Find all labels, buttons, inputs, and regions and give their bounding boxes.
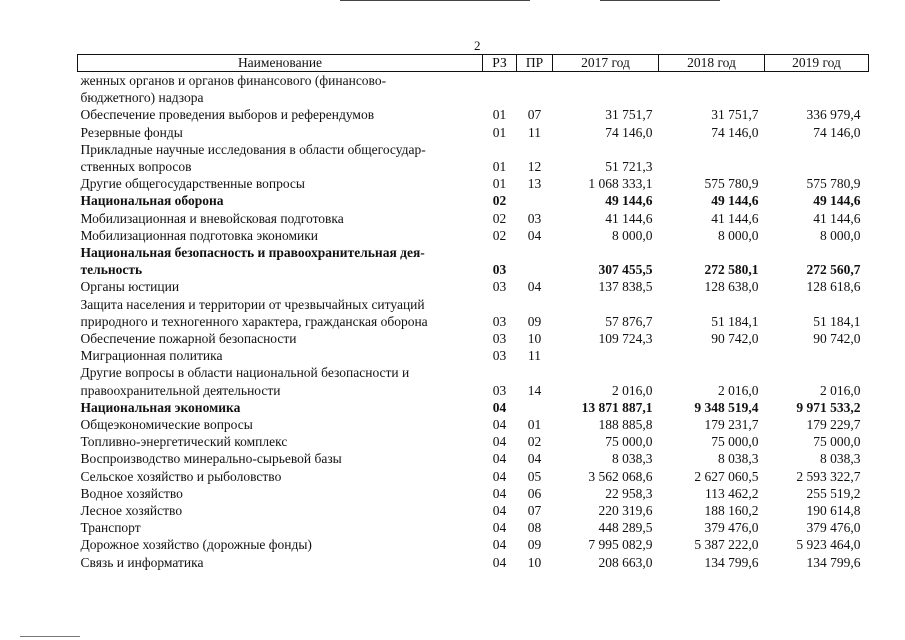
row-value-2017 <box>553 347 659 364</box>
row-rz: 01 <box>492 159 507 175</box>
table-row <box>78 89 869 106</box>
table-row <box>78 313 869 330</box>
row-value-2018: 8 000,0 <box>718 227 759 243</box>
row-value-2018: 5 387 222,0 <box>694 537 759 553</box>
table-row <box>78 296 869 313</box>
row-value-2019: 9 971 533,2 <box>796 399 861 415</box>
table-row <box>78 210 869 227</box>
row-value-2018: 9 348 519,4 <box>694 399 759 415</box>
row-value-2018 <box>659 364 765 381</box>
row-rz <box>483 244 517 261</box>
row-value-2017: 49 144,6 <box>605 193 653 209</box>
row-value-2017: 1 068 333,1 <box>588 176 653 192</box>
budget-table <box>77 54 869 571</box>
row-rz: 01 <box>492 107 507 123</box>
row-value-2019 <box>765 296 869 313</box>
row-value-2018 <box>659 244 765 261</box>
row-value-2017: 51 721,3 <box>605 159 653 175</box>
row-pr: 03 <box>527 210 542 226</box>
row-value-2019: 575 780,9 <box>806 176 861 192</box>
row-value-2019: 255 519,2 <box>806 485 861 501</box>
row-rz <box>483 296 517 313</box>
row-name: Национальная экономика <box>80 399 241 415</box>
row-value-2019: 75 000,0 <box>813 434 861 450</box>
row-value-2019: 134 799,6 <box>806 554 861 570</box>
row-rz: 02 <box>492 227 507 243</box>
row-value-2019: 272 560,7 <box>806 262 861 278</box>
row-value-2018: 128 638,0 <box>704 279 759 295</box>
row-pr <box>517 364 553 381</box>
row-rz <box>483 89 517 106</box>
row-value-2017: 188 885,8 <box>598 417 653 433</box>
row-pr: 04 <box>527 227 542 243</box>
row-pr <box>517 89 553 106</box>
row-value-2017: 220 319,6 <box>598 503 653 519</box>
table-row <box>78 158 869 175</box>
table-row <box>78 485 869 502</box>
row-pr <box>517 296 553 313</box>
row-rz: 04 <box>492 485 507 501</box>
row-value-2019 <box>765 244 869 261</box>
row-pr: 04 <box>527 451 542 467</box>
row-value-2018: 113 462,2 <box>705 485 759 501</box>
row-pr: 10 <box>527 331 542 347</box>
row-value-2019: 379 476,0 <box>806 520 861 536</box>
row-name: Транспорт <box>80 520 141 536</box>
row-rz: 04 <box>492 451 507 467</box>
header-2019: 2019 год <box>765 55 869 72</box>
row-rz: 04 <box>492 503 507 519</box>
row-value-2018: 31 751,7 <box>711 107 759 123</box>
table-row <box>78 244 869 261</box>
table-row <box>78 399 869 416</box>
row-value-2017: 8 038,3 <box>612 451 653 467</box>
row-pr: 06 <box>527 485 542 501</box>
row-value-2018 <box>659 89 765 106</box>
table-row <box>78 554 869 571</box>
table-row <box>78 192 869 209</box>
table-row <box>78 175 869 192</box>
row-pr: 07 <box>527 107 542 123</box>
row-value-2017: 448 289,5 <box>598 520 653 536</box>
row-value-2019: 128 618,6 <box>806 279 861 295</box>
row-value-2017: 109 724,3 <box>598 331 653 347</box>
row-value-2018: 575 780,9 <box>704 176 759 192</box>
row-pr: 09 <box>527 537 542 553</box>
row-name: Общеэкономические вопросы <box>80 417 253 433</box>
row-pr: 12 <box>527 159 542 175</box>
row-value-2017: 13 871 887,1 <box>581 399 653 415</box>
header-name: Наименование <box>78 55 483 72</box>
row-value-2017: 8 000,0 <box>612 227 653 243</box>
table-row <box>78 278 869 295</box>
row-value-2018: 134 799,6 <box>704 554 759 570</box>
row-pr: 11 <box>528 348 541 364</box>
row-rz: 04 <box>492 399 507 415</box>
row-rz: 03 <box>492 313 507 329</box>
row-value-2018: 379 476,0 <box>704 520 759 536</box>
table-row <box>78 227 869 244</box>
scan-edge-line <box>340 0 530 1</box>
table-row <box>78 382 869 399</box>
row-name: ственных вопросов <box>80 159 192 175</box>
table-row <box>78 124 869 141</box>
row-name: Связь и информатика <box>80 554 204 570</box>
row-rz: 03 <box>492 348 507 364</box>
row-pr: 01 <box>527 417 542 433</box>
row-value-2019: 51 184,1 <box>813 313 861 329</box>
row-name: Резервные фонды <box>80 124 183 140</box>
row-rz: 04 <box>492 417 507 433</box>
row-value-2017: 137 838,5 <box>598 279 653 295</box>
row-name: Защита населения и территории от чрезвычайных ситуаций <box>80 296 425 312</box>
row-rz: 03 <box>492 279 507 295</box>
row-value-2017: 7 995 082,9 <box>588 537 653 553</box>
header-2017: 2017 год <box>553 55 659 72</box>
row-value-2019 <box>765 89 869 106</box>
row-value-2019 <box>765 141 869 158</box>
table-row <box>78 468 869 485</box>
table-row <box>78 502 869 519</box>
row-rz: 04 <box>492 520 507 536</box>
row-value-2019 <box>765 364 869 381</box>
row-rz <box>483 72 517 90</box>
row-value-2017: 74 146,0 <box>605 124 653 140</box>
row-name: Национальная оборона <box>80 193 224 209</box>
row-name: Воспроизводство минерально-сырьевой базы <box>80 451 342 467</box>
row-value-2018: 179 231,7 <box>704 417 759 433</box>
row-rz: 03 <box>492 331 507 347</box>
header-2018: 2018 год <box>659 55 765 72</box>
row-value-2017 <box>553 141 659 158</box>
row-value-2018 <box>659 158 765 175</box>
row-value-2017 <box>553 364 659 381</box>
table-row <box>78 141 869 158</box>
row-value-2018: 74 146,0 <box>711 124 759 140</box>
row-pr: 10 <box>527 554 542 570</box>
row-pr <box>517 261 553 278</box>
row-value-2018: 90 742,0 <box>711 331 759 347</box>
row-name: бюджетного) надзора <box>80 90 204 106</box>
row-name: Другие общегосударственные вопросы <box>80 176 305 192</box>
row-value-2017: 307 455,5 <box>598 262 653 278</box>
row-name: Органы юстиции <box>80 279 180 295</box>
row-pr: 02 <box>527 434 542 450</box>
row-value-2018 <box>659 347 765 364</box>
row-value-2019: 336 979,4 <box>806 107 861 123</box>
row-value-2018: 2 627 060,5 <box>694 468 759 484</box>
row-value-2019: 41 144,6 <box>813 210 861 226</box>
row-value-2017: 3 562 068,6 <box>588 468 653 484</box>
table-body <box>78 72 869 571</box>
row-value-2018 <box>659 141 765 158</box>
row-value-2018: 2 016,0 <box>718 382 759 398</box>
row-value-2017: 57 876,7 <box>605 313 653 329</box>
scan-edge-line <box>600 0 720 1</box>
row-pr: 05 <box>527 468 542 484</box>
row-value-2017: 22 958,3 <box>605 485 653 501</box>
row-value-2017 <box>553 296 659 313</box>
row-name: Лесное хозяйство <box>80 503 183 519</box>
row-value-2017: 41 144,6 <box>605 210 653 226</box>
scan-edge-line <box>20 636 80 637</box>
row-rz: 01 <box>492 176 507 192</box>
header-pr: ПР <box>517 55 553 72</box>
row-name: Другие вопросы в области национальной безопасности и <box>80 365 410 381</box>
row-name: женных органов и органов финансового (финансово- <box>80 73 387 88</box>
table-row <box>78 261 869 278</box>
row-value-2019 <box>765 158 869 175</box>
row-value-2017: 31 751,7 <box>605 107 653 123</box>
row-value-2019: 90 742,0 <box>813 331 861 347</box>
page-number: 2 <box>474 38 481 53</box>
row-name: Топливно-энергетический комплекс <box>80 434 288 450</box>
row-value-2018: 8 038,3 <box>718 451 759 467</box>
row-name: Водное хозяйство <box>80 485 183 501</box>
row-name: Мобилизационная подготовка экономики <box>80 227 319 243</box>
row-rz: 04 <box>492 537 507 553</box>
row-pr <box>517 72 553 90</box>
row-value-2018: 51 184,1 <box>711 313 759 329</box>
row-value-2019: 190 614,8 <box>806 503 861 519</box>
header-rz: РЗ <box>483 55 517 72</box>
row-pr: 04 <box>527 279 542 295</box>
row-value-2018: 41 144,6 <box>711 210 759 226</box>
row-value-2019: 2 593 322,7 <box>796 468 861 484</box>
row-value-2018: 272 580,1 <box>704 262 759 278</box>
row-value-2017 <box>553 244 659 261</box>
table-row <box>78 72 869 90</box>
row-name: Мобилизационная и вневойсковая подготовка <box>80 210 344 226</box>
row-pr: 13 <box>527 176 542 192</box>
row-name: Миграционная политика <box>80 348 223 364</box>
row-value-2018: 75 000,0 <box>711 434 759 450</box>
row-rz: 02 <box>492 193 507 209</box>
row-value-2017 <box>553 89 659 106</box>
table-row <box>78 536 869 553</box>
row-pr: 07 <box>527 503 542 519</box>
row-value-2019: 5 923 464,0 <box>796 537 861 553</box>
row-value-2019 <box>765 72 869 90</box>
row-rz: 04 <box>492 434 507 450</box>
row-pr <box>517 244 553 261</box>
row-rz: 03 <box>492 262 507 278</box>
row-value-2017: 75 000,0 <box>605 434 653 450</box>
table-row <box>78 450 869 467</box>
row-rz: 03 <box>492 382 507 398</box>
row-pr: 09 <box>527 313 542 329</box>
row-pr: 11 <box>528 124 541 140</box>
table-row <box>78 330 869 347</box>
row-value-2019: 2 016,0 <box>820 382 861 398</box>
row-name: Обеспечение пожарной безопасности <box>80 331 297 347</box>
row-value-2017: 2 016,0 <box>612 382 653 398</box>
row-rz: 04 <box>492 554 507 570</box>
row-value-2019: 74 146,0 <box>813 124 861 140</box>
row-pr <box>517 399 553 416</box>
row-value-2019: 49 144,6 <box>813 193 861 209</box>
table-row <box>78 433 869 450</box>
row-pr <box>517 192 553 209</box>
row-name: тельность <box>80 262 143 278</box>
row-pr: 14 <box>527 382 542 398</box>
table-row <box>78 519 869 536</box>
table-header-row <box>78 55 869 72</box>
table-row <box>78 347 869 364</box>
row-pr: 08 <box>527 520 542 536</box>
row-rz <box>483 141 517 158</box>
row-name: Дорожное хозяйство (дорожные фонды) <box>80 537 312 553</box>
row-value-2018: 188 160,2 <box>704 503 759 519</box>
row-value-2018 <box>659 72 765 90</box>
row-rz: 02 <box>492 210 507 226</box>
row-value-2018: 49 144,6 <box>711 193 759 209</box>
row-pr <box>517 141 553 158</box>
row-name: правоохранительной деятельности <box>80 382 281 398</box>
row-rz: 01 <box>492 124 507 140</box>
row-value-2019 <box>765 347 869 364</box>
row-value-2017: 208 663,0 <box>598 554 653 570</box>
table-row <box>78 364 869 381</box>
row-value-2018 <box>659 296 765 313</box>
row-value-2017 <box>553 72 659 90</box>
row-rz: 04 <box>492 468 507 484</box>
row-name: Обеспечение проведения выборов и референдумов <box>80 107 375 123</box>
row-name: Сельское хозяйство и рыболовство <box>80 468 282 484</box>
row-value-2019: 179 229,7 <box>806 417 861 433</box>
table-row <box>78 106 869 123</box>
row-rz <box>483 364 517 381</box>
table-row <box>78 416 869 433</box>
row-value-2019: 8 038,3 <box>820 451 861 467</box>
row-name: природного и техногенного характера, гражданская оборона <box>80 313 428 329</box>
row-name: Национальная безопасность и правоохранительная дея- <box>80 245 425 261</box>
row-name: Прикладные научные исследования в области общегосудар- <box>80 141 426 157</box>
row-value-2019: 8 000,0 <box>820 227 861 243</box>
